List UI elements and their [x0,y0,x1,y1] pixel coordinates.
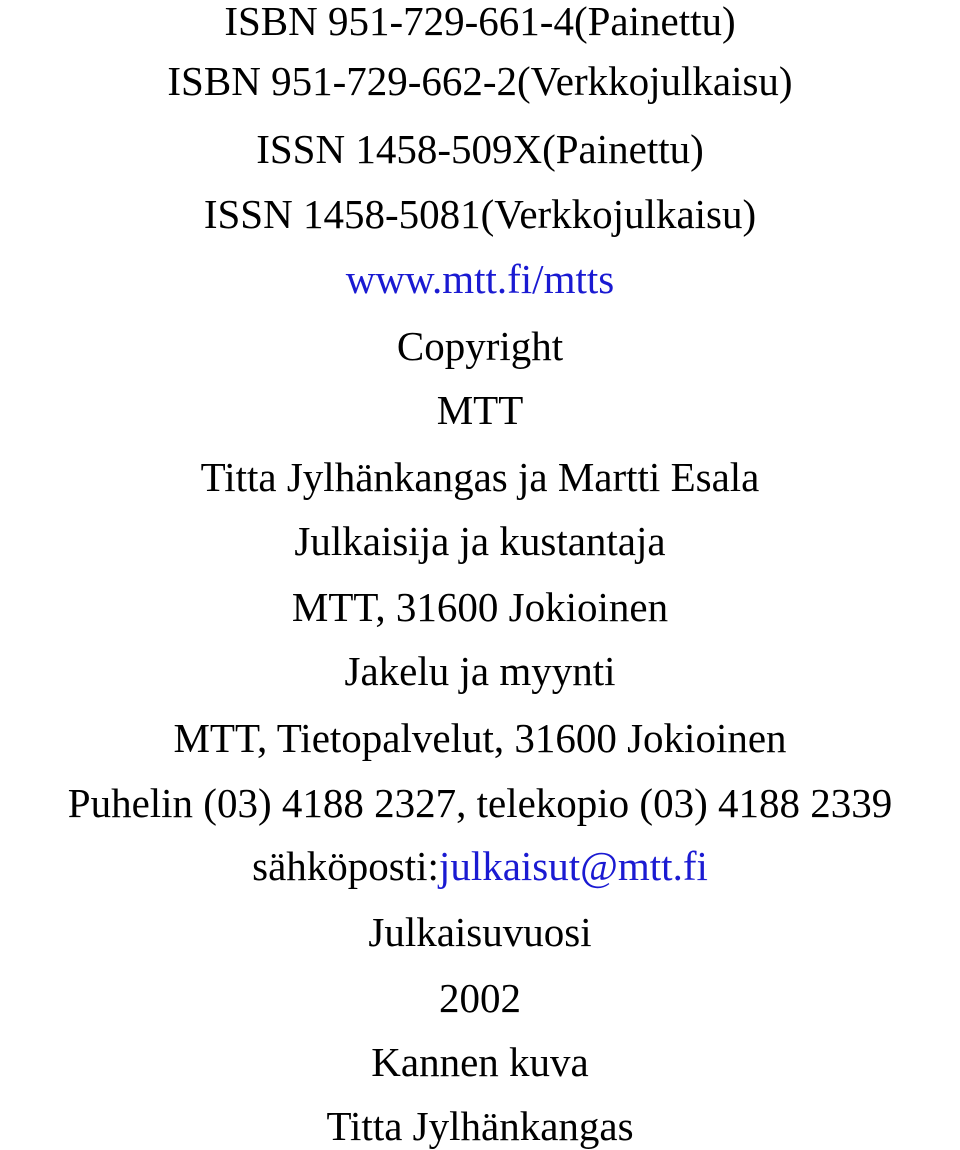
publisher-address: MTT, 31600 Jokioinen [291,584,669,630]
year-label: Julkaisuvuosi [368,909,592,955]
copyright-authors: Titta Jylhänkangas ja Martti Esala [200,454,760,500]
distribution-address: MTT, Tietopalvelut, 31600 Jokioinen [173,715,787,761]
publisher-label: Julkaisija ja kustantaja [294,518,666,564]
email-link[interactable]: julkaisut@mtt.fi [438,843,708,889]
cover-label: Kannen kuva [371,1039,589,1085]
publication-year: 2002 [439,975,521,1021]
email-label: sähköposti: [252,843,439,889]
email-row [0,842,960,890]
copyright-label: Copyright [396,323,564,369]
issn-online: ISSN 1458-5081(Verkkojulkaisu) [203,191,757,237]
phone-line: Puhelin (03) 4188 2327, telekopio (03) 4188 2339 [67,780,893,826]
copyright-org: MTT [436,387,524,433]
issn-print: ISSN 1458-509X(Painettu) [256,126,704,172]
distribution-label: Jakelu ja myynti [344,648,616,694]
website-link-row [0,255,960,303]
isbn-online: ISBN 951-729-662-2(Verkkojulkaisu) [167,58,793,104]
cover-credit: Titta Jylhänkangas [326,1103,634,1149]
isbn-print: ISBN 951-729-661-4(Painettu) [224,0,736,44]
website-link[interactable]: www.mtt.fi/mtts [345,256,615,302]
